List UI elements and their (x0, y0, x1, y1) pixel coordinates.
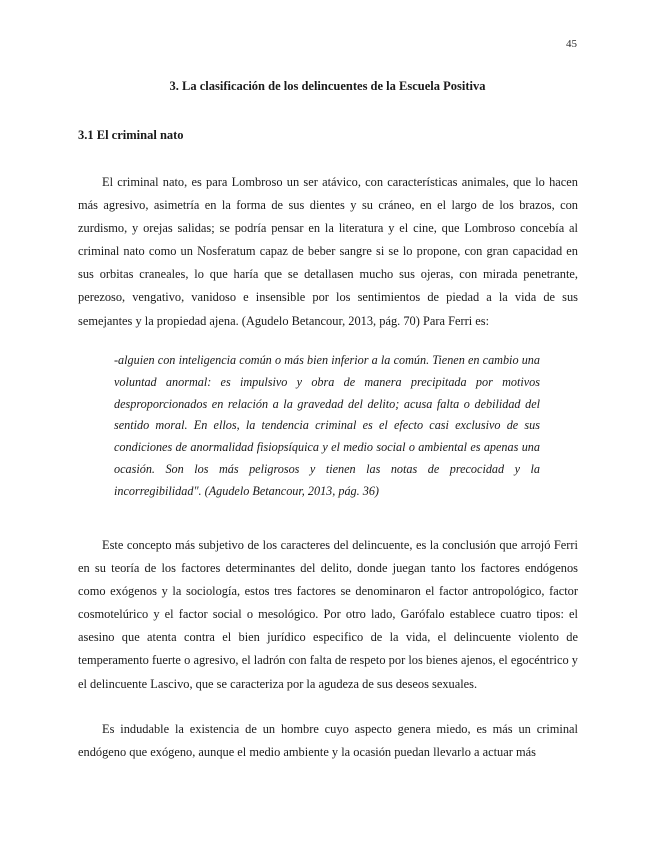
block-quote-ferri: -alguien con inteligencia común o más bien inferior a la común. Tienen en cambio una voluntad anormal: es impulsivo y obra de manera precipitada por motivos desproporcionados en relación a la gravedad del delito; acusa falta o debilidad del sentido moral. En ellos, la tendencia criminal es el efecto casi exclusivo de sus condiciones de anormalidad fisiopsíquica y el medio social o ambiental es apenas una ocasión. Son los más peligrosos y tienen las notas de precocidad y la incorregibilidad". (Agudelo Betancour, 2013, pág. 36) (114, 353, 540, 498)
body-paragraph-factores: Este concepto más subjetivo de los caracteres del delincuente, es la conclusión que arrojó Ferri en su teoría de los factores determinantes del delito, donde juegan tanto los factores endógenos como exógenos y la sociología, estos tres factores se denominaron el factor antropológico, factor cosmotelúrico y el factor social o mesológico. Por otro lado, Garófalo establece cuatro tipos: el asesino que atenta contra el bien jurídico especifico de la vida, el delincuente violento de temperamento fuerte o agresivo, el ladrón con falta de respeto por los bienes ajenos, el egocéntrico y el delincuente Lascivo, que se caracteriza por la agudeza de sus deseos sexuales. (78, 538, 578, 691)
chapter-heading: 3. La clasificación de los delincuentes de la Escuela Positiva (169, 79, 486, 93)
page-number: 45 (566, 38, 577, 50)
body-paragraph-criminal-nato: El criminal nato, es para Lombroso un ser atávico, con características animales, que lo hacen más agresivo, asimetría en la forma de sus dientes y su cráneo, en el largo de los brazos, con zurdismo, y orejas salidas; se podría pensar en la literatura y el cine, que Lombroso concebía al criminal nato como un Nosferatum capaz de beber sangre si se lo propone, con gran capacidad en sus orbitas craneales, lo que haría que se detallasen mucho sus ojeras, con mirada penetrante, perezoso, vengativo, vanidoso e insensible por los sentimientos de piedad a la vida de sus semejantes y la propiedad ajena. (Agudelo Betancour, 2013, pág. 70) Para Ferri es: (78, 175, 578, 328)
body-paragraph-hombre-miedo: Es indudable la existencia de un hombre cuyo aspecto genera miedo, es más un criminal endógeno que exógeno, aunque el medio ambiente y la ocasión puedan llevarlo a actuar más (78, 722, 578, 760)
section-heading: 3.1 El criminal nato (78, 128, 184, 142)
